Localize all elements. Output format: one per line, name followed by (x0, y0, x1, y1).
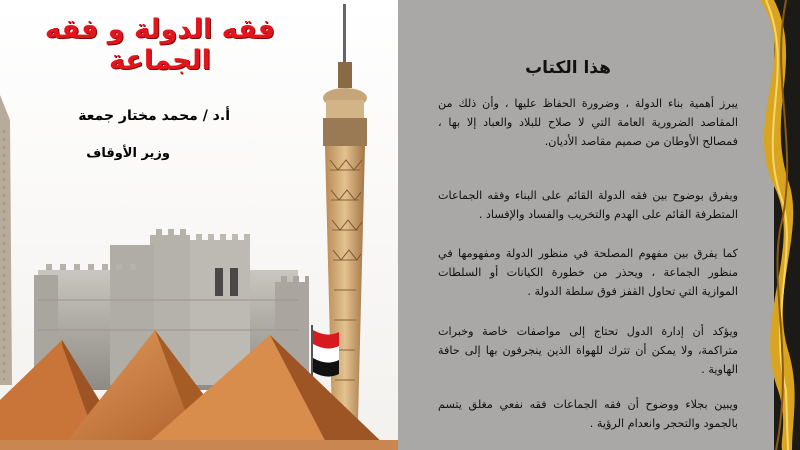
gold-ribbon-decoration (730, 0, 800, 450)
back-paragraph: كما يفرق بين مفهوم المصلحة في منظور الدولة ومفهومها في منظور الجماعة ، ويحذر من خطورة الكيانات أو السلطات الموازية التي تحاول القفز فوق سلطة الدولة . (438, 247, 738, 298)
back-paragraph: ويؤكد أن إدارة الدول تحتاج إلى مواصفات خاصة وخبرات متراكمة، ولا يمكن أن تترك للهواة الذين ينجرفون بها إلى حافة الهاوية . (438, 325, 738, 376)
back-cover-heading: هذا الكتاب (525, 58, 611, 78)
author-role: وزير الأوقاف (86, 146, 170, 161)
author-name: أ.د / محمد مختار جمعة (78, 108, 230, 124)
back-cover (398, 0, 800, 450)
book-title: فقه الدولة و فقه الجماعة (44, 14, 276, 76)
back-paragraph: ويبين بجلاء ووضوح أن فقه الجماعات فقه نفعي مغلق يتسم بالجمود والتحجر وانعدام الرؤية . (438, 398, 738, 430)
back-paragraph: ويفرق بوضوح بين فقه الدولة القائم على البناء وفقه الجماعات المتطرفة القائم على الهدم والتخريب والفساد والإفساد . (438, 189, 738, 221)
back-paragraph: يبرز أهمية بناء الدولة ، وضرورة الحفاظ عليها ، وأن ذلك من المقاصد الضرورية العامة التي لا صلاح للبلاد والعباد إلا بها ، فمصالح الأوطان من صميم مقاصد الأديان. (438, 97, 738, 148)
